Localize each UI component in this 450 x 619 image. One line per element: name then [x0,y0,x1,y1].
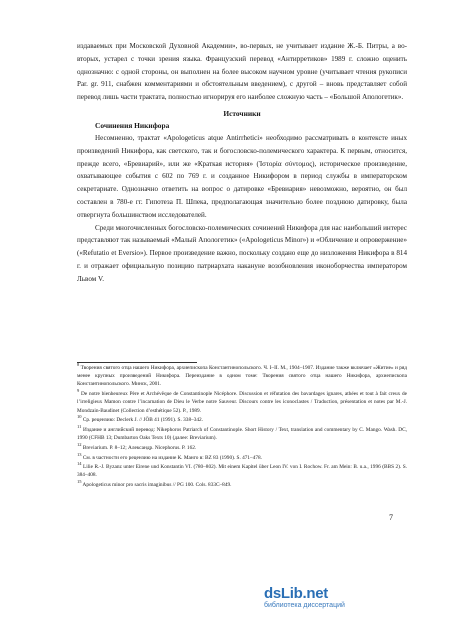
main-text [77,40,407,286]
section-heading: Источники [223,108,261,118]
footnote: $^{11}$ Издание и английский перевод: Nikephoros Patriarch of Constantinople. Short History / Text, translation and commentary by C. Mango. Wash. DC, 1990 (CFHB 13; Dumbarton Oaks Texts 10) (далее: Breviarium). [77,424,407,442]
footnote: $^{14}$ Lilie R.-J. Byzanz unter Eirene und Konstantin VI. (780–802). Mit einem Kapitel über Leon IV. von I. Rochow. Fr. am Mein: B. u.a., 1996 (BBS 2). S. 384–408. [77,461,407,479]
watermark-logo[interactable]: dsLib.net [264,585,328,602]
subheading: Сочинения Никифора [95,120,170,130]
footnote: $^{12}$ Breviarium. P. 8–12; Александр. Nicephorus. P. 162. [77,442,197,451]
page-number: 7 [389,513,393,522]
footnote: $^{15}$ Apologeticus minor pro sacris imaginibus // PG 100. Cols. 833C–849. [77,479,232,489]
watermark[interactable] [262,585,442,613]
footnote-divider [77,362,197,363]
footnote: $^{10}$ Ср. рецензию: Declerk J. // JÖB 41 (1991). S. 338–342. [77,414,204,424]
paragraph-3: Среди многочисленных богословско-полемических сочинений Никифора для нас наибольший интерес представляют так называемый «Малый Апологетик» («Apologeticus Minor») и «Обличение и опровержение» («Refutatio et Eversio»). Первое произведение важно, поскольку создано еще до низложения Никифора в 814 г. и отражает официальную позицию патриархата накануне возобновления иконоборчества императором Львом V. [77,223,407,283]
footnotes [77,364,407,491]
footnote: $^8$ Творения святого отца нашего Никифора, архиепископа Константинопольского. Ч. I–II. М., 1904–1907. Издание также включает «Житие» и ряд менее крупных произведений Никифора. Переиздание в одном томе: Творения святого отца нашего Никифора, архиепископа Константинопольского. Минск, 2001. [77,362,407,388]
footnote: $^{13}$ См. в частности его рецензию на издание К. Манго в: BZ 83 (1990). S. 471–478. [77,451,262,461]
watermark-subtitle: библиотека диссертаций [264,602,345,609]
paragraph-1: издаваемых при Московской Духовной Академии», во-первых, не учитывает издание Ж.-Б. Питры, а во-вторых, устарел с точки зрения языка. Французский перевод «Антирретиков» 1989 г. сложно оценить однозначно: с одной стороны, он выполнен на более высоком научном уровне (учитывает чтения рукописи Par. gr. 911, снабжен комментариями и обстоятельным введением), с другой – вновь представляет собой перевод лишь части трактата, полностью игнорируя его наиболее сложную часть – «Большой Апологетик». [77,42,407,102]
paragraph-2: Несомненно, трактат «Apologeticus atque Antirrhetici» необходимо рассматривать в контексте иных произведений Никифора, как светского, так и богословско-полемического характера. К первым, относится, прежде всего, «Бревиарий», или же «Краткая история» (Ἱστορία σύντομος), историческое произведение, охватывающее события с 602 по 769 г. и созданное Никифором в период службы в императорском секретариате. Однозначно ответить на вопрос о датировке «Бревиария» невозможно, вероятно, он был составлен в 780-е гг. Гипотеза П. Шпека, предполагающая значительно более позднюю датировку, была отвергнута большинством исследователей. [77,133,407,219]
footnote: $^9$ De notre bienheureux Père et Archévêque de Constantinople Nicéphore. Discussion et réfutation des bavardages ignares, athées et tout à fait creux de l’irreligieux Mamon contre l’incarnation de Dieu le Verbe notre Sauveur. Discours contre les iconoclastes / Traduction, présentation et notes par M.-J. Mondzain-Baudinet (Collection d’esthétique 52). P., 1989. [77,388,408,414]
